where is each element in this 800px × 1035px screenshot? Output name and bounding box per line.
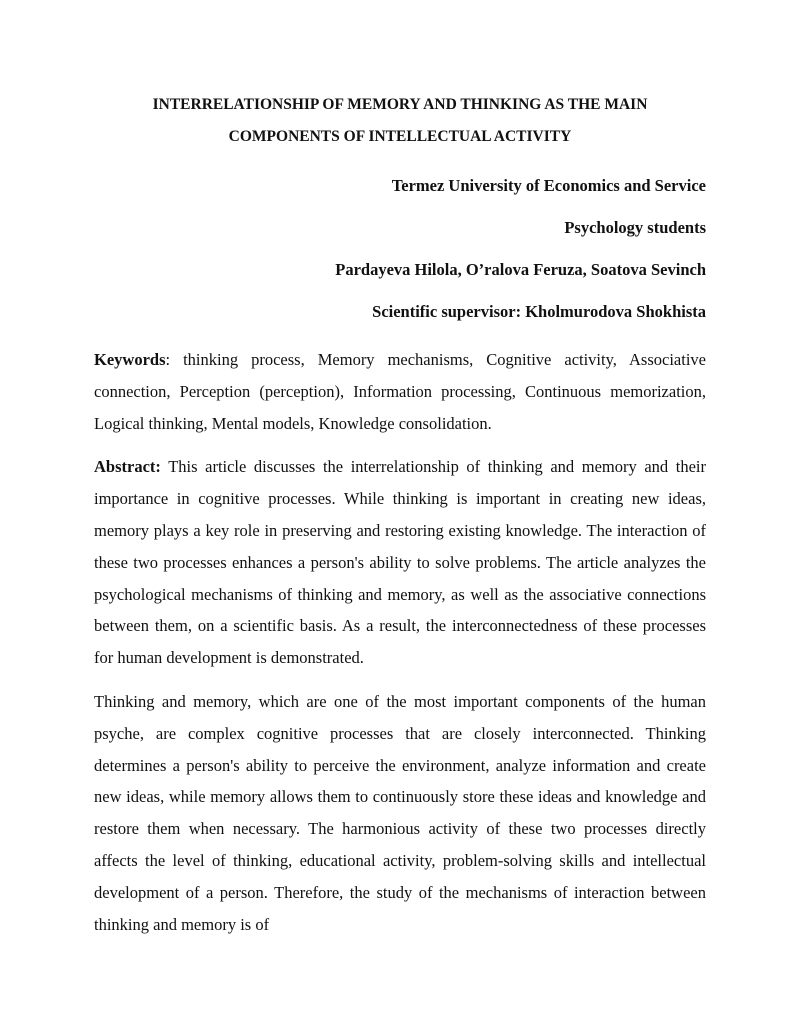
program-line: Psychology students: [564, 218, 706, 237]
keywords-text: : thinking process, Memory mechanisms, Cognitive activity, Associative connection, Perception (perception), Information processing, Continuous memorization, Logical thinking, Mental models, Knowledge consolidation.: [94, 350, 706, 433]
body-paragraph: Thinking and memory, which are one of the most important components of the human psyche, are complex cognitive processes that are closely interconnected. Thinking determines a person's ability to perceive the environment, analyze information and create new ideas, while memory allows them to continuously store these ideas and knowledge and restore them when necessary. The harmonious activity of these two processes directly affects the level of thinking, educational activity, problem-solving skills and intellectual development of a person. Therefore, the study of the mechanisms of interaction between thinking and memory is of: [94, 691, 706, 934]
keywords-label: Keywords: [94, 350, 166, 369]
title-line-2: COMPONENTS OF INTELLECTUAL ACTIVITY: [228, 128, 572, 145]
abstract-label: Abstract:: [94, 457, 161, 477]
university-line: Termez University of Economics and Service: [391, 176, 706, 195]
paper-title: [94, 89, 706, 153]
document-page: [94, 0, 706, 940]
keywords-paragraph: [94, 344, 706, 439]
authors-line: Pardayeva Hilola, O’ralova Feruza, Soatova Sevinch: [335, 260, 706, 279]
abstract-text: This article discusses the interrelationship of thinking and memory and their importance in cognitive processes. While thinking is important in creating new ideas, memory plays a key role in preserving and restoring existing knowledge. The interaction of these two processes enhances a person's ability to solve problems. The article analyzes the psychological mechanisms of thinking and memory, as well as the associative connections between them, on a scientific basis. As a result, the interconnectedness of these processes for human development is demonstrated.: [94, 457, 706, 668]
supervisor-line: Scientific supervisor: Kholmurodova Shokhista: [372, 302, 706, 321]
title-line-1: INTERRELATIONSHIP OF MEMORY AND THINKING AS THE MAIN: [152, 96, 648, 113]
abstract-paragraph: [94, 451, 706, 674]
